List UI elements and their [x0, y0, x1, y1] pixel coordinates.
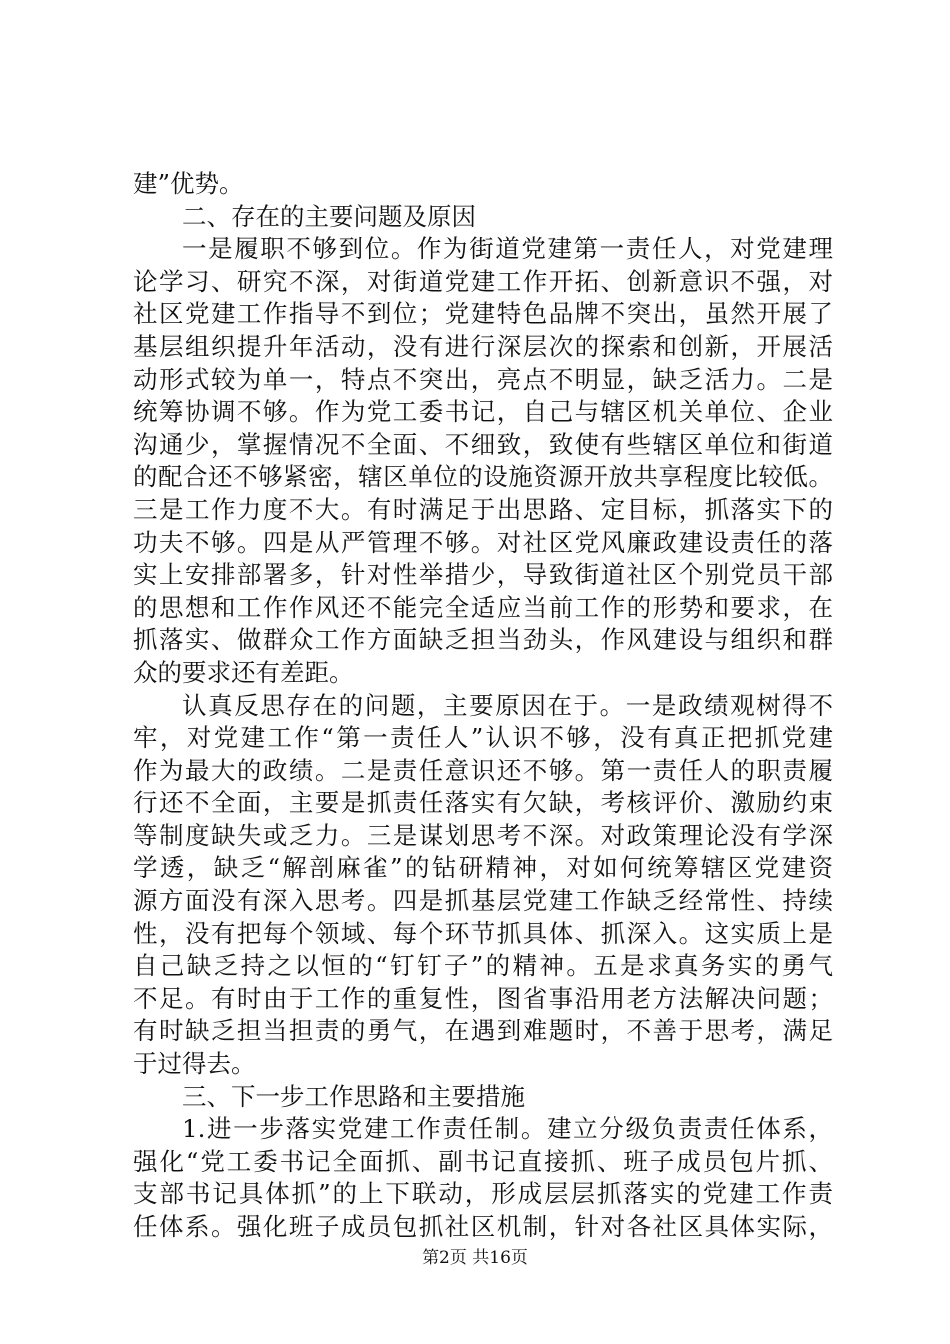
text-line: 众的要求还有差距。	[133, 657, 354, 687]
text-line: 强化“党工委书记全面抓、副书记直接抓、班子成员包片抓、	[133, 1146, 833, 1176]
page-footer: 第2页 共16页	[422, 1248, 528, 1268]
text-line: 动形式较为单一，特点不突出，亮点不明显，缺乏活力。二是	[133, 364, 833, 394]
text-line: 学透，缺乏“解剖麻雀”的钻研精神，对如何统筹辖区党建资	[133, 853, 833, 883]
body-text	[133, 168, 833, 1244]
text-line: 的配合还不够紧密，辖区单位的设施资源开放共享程度比较低。	[133, 462, 833, 492]
text-line: 性，没有把每个领域、每个环节抓具体、抓深入。这实质上是	[133, 918, 833, 948]
text-line: 源方面没有深入思考。四是抓基层党建工作缺乏经常性、持续	[133, 886, 833, 916]
text-line: 不足。有时由于工作的重复性，图省事沿用老方法解决问题；	[133, 983, 833, 1013]
text-line: 三是工作力度不大。有时满足于出思路、定目标，抓落实下的	[133, 494, 833, 524]
text-line: 有时缺乏担当担责的勇气，在遇到难题时，不善于思考，满足	[133, 1016, 833, 1046]
text-line: 自己缺乏持之以恒的“钉钉子”的精神。五是求真务实的勇气	[133, 951, 833, 981]
text-line: 等制度缺失或乏力。三是谋划思考不深。对政策理论没有学深	[133, 820, 833, 850]
text-line: 沟通少，掌握情况不全面、不细致，致使有些辖区单位和街道	[133, 429, 833, 459]
text-line: 一是履职不够到位。作为街道党建第一责任人，对党建理	[182, 234, 833, 264]
text-line: 功夫不够。四是从严管理不够。对社区党风廉政建设责任的落	[133, 527, 833, 557]
text-line: 行还不全面，主要是抓责任落实有欠缺，考核评价、激励约束	[133, 788, 833, 818]
text-line: 统筹协调不够。作为党工委书记，自己与辖区机关单位、企业	[133, 397, 833, 427]
text-line: 二、存在的主要问题及原因	[182, 201, 476, 231]
text-line: 建”优势。	[133, 169, 244, 198]
text-line: 牢，对党建工作“第一责任人”认识不够，没有真正把抓党建	[133, 723, 833, 753]
text-line: 支部书记具体抓”的上下联动，形成层层抓落实的党建工作责	[133, 1179, 833, 1209]
text-line: 的思想和工作作风还不能完全适应当前工作的形势和要求，在	[133, 592, 833, 622]
text-line: 作为最大的政绩。二是责任意识还不够。第一责任人的职责履	[133, 755, 833, 785]
text-line: 认真反思存在的问题，主要原因在于。一是政绩观树得不	[182, 690, 833, 720]
text-line: 社区党建工作指导不到位；党建特色品牌不突出，虽然开展了	[133, 299, 833, 329]
text-line: 任体系。强化班子成员包抓社区机制，针对各社区具体实际，	[133, 1212, 833, 1241]
text-line: 抓落实、做群众工作方面缺乏担当劲头，作风建设与组织和群	[133, 625, 833, 655]
text-line: 论学习、研究不深，对街道党建工作开拓、创新意识不强，对	[133, 266, 833, 296]
text-line: 基层组织提升年活动，没有进行深层次的探索和创新，开展活	[133, 331, 833, 361]
text-line: 三、下一步工作思路和主要措施	[182, 1081, 525, 1111]
text-line: 1.进一步落实党建工作责任制。建立分级负责责任体系，	[182, 1114, 833, 1144]
text-line: 实上安排部署多，针对性举措少，导致街道社区个别党员干部	[133, 560, 833, 590]
text-line: 于过得去。	[133, 1049, 256, 1079]
